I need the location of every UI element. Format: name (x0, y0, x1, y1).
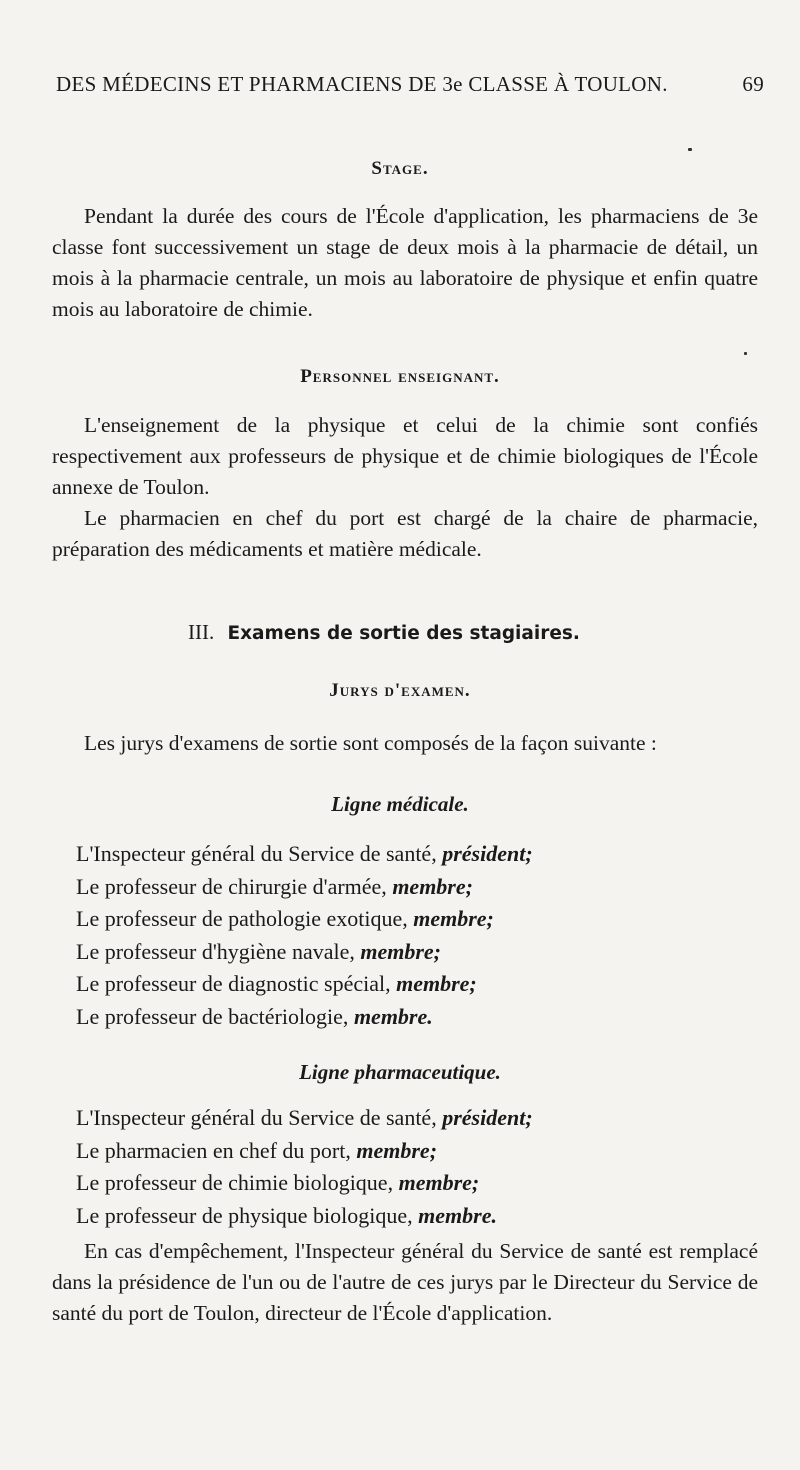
list-item: Le professeur de pathologie exotique, membre; (76, 906, 494, 931)
list-ligne-medicale (76, 838, 766, 1033)
page-number: 69 (742, 72, 764, 96)
list-item: L'Inspecteur général du Service de santé, président; (76, 1105, 533, 1130)
part-title-text: Examens de sortie des stagiaires. (227, 623, 580, 644)
list-ligne-pharmaceutique (76, 1102, 766, 1232)
print-speck (744, 352, 747, 355)
subheading-ligne-pharmaceutique: Ligne pharmaceutique. (299, 1060, 501, 1084)
list-item: Le professeur de chirurgie d'armée, membre; (76, 873, 473, 899)
running-title: DES MÉDECINS ET PHARMACIENS DE 3e CLASSE À TOULON. (56, 72, 668, 96)
heading-jurys: Jurys d'examen. (329, 680, 471, 701)
paragraph-jurys-intro: Les jurys d'examens de sortie sont composés de la façon suivante : (84, 731, 657, 755)
heading-personnel: Personnel enseignant. (300, 366, 500, 387)
heading-stage: Stage. (371, 158, 429, 179)
subheading-ligne-medicale: Ligne médicale. (331, 792, 469, 816)
list-item: Le professeur de physique biologique, membre. (76, 1202, 497, 1228)
list-item: Le professeur de bactériologie, membre. (76, 1003, 433, 1029)
paragraph-personnel-1: L'enseignement de la physique et celui de la chimie sont confiés respectivement aux professeurs de physique et de chimie biologiques de l'École annexe de Toulon. (52, 413, 758, 499)
list-item: Le professeur de chimie biologique, membre; (76, 1170, 480, 1195)
paragraph-closing: En cas d'empêchement, l'Inspecteur général du Service de santé est remplacé dans la présidence de l'un ou de l'autre de ces jurys par le Directeur du Service de santé du port de Toulon, directeur de l'École d'application. (52, 1239, 758, 1325)
part-title (188, 620, 580, 645)
list-item: Le professeur d'hygiène navale, membre; (76, 938, 442, 964)
list-item: Le pharmacien en chef du port, membre; (76, 1137, 438, 1163)
list-item: Le professeur de diagnostic spécial, membre; (76, 971, 477, 996)
print-speck (688, 148, 692, 151)
part-numeral: III. (188, 620, 215, 644)
running-header (56, 72, 764, 97)
list-item: L'Inspecteur général du Service de santé, président; (76, 841, 533, 866)
paragraph-stage: Pendant la durée des cours de l'École d'application, les pharmaciens de 3e classe font successivement un stage de deux mois à la pharmacie de détail, un mois à la pharmacie centrale, un mois au laboratoire de physique et enfin quatre mois au laboratoire de chimie. (52, 204, 758, 321)
paragraph-personnel-2: Le pharmacien en chef du port est chargé de la chaire de pharmacie, préparation des médicaments et matière médicale. (52, 506, 758, 561)
